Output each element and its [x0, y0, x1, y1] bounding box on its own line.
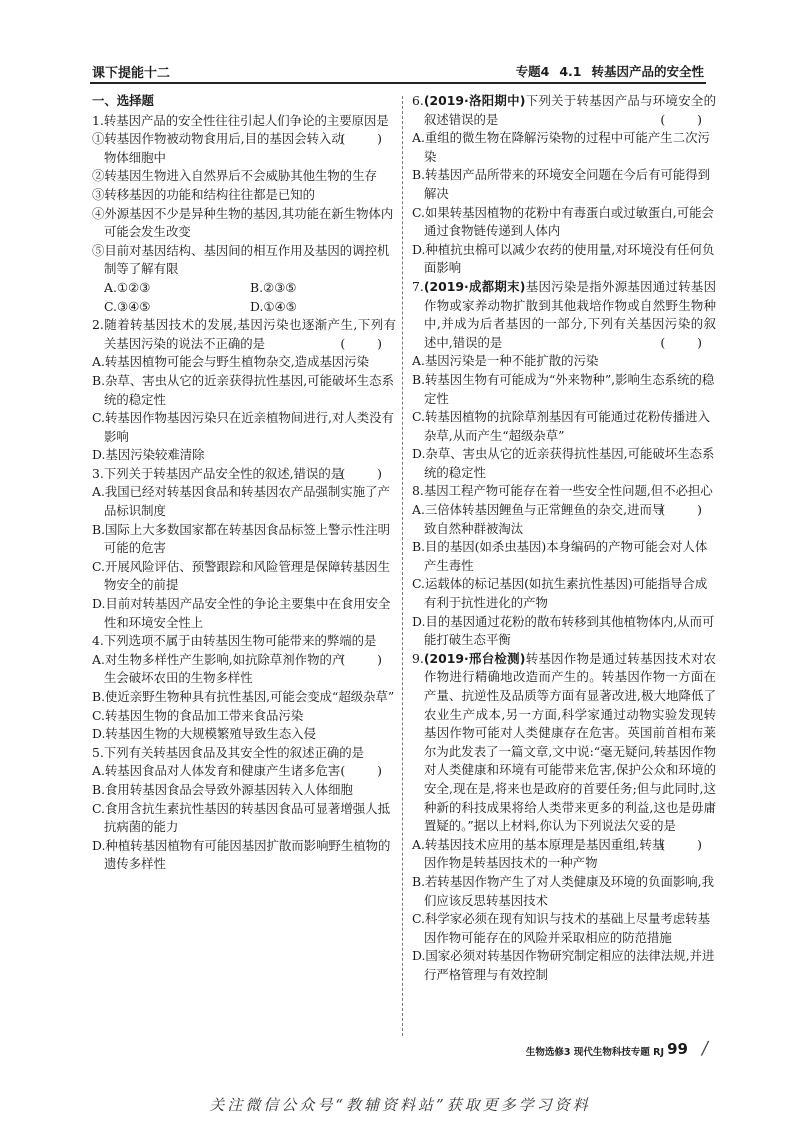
option-a: A.三倍体转基因鲤鱼与正常鲤鱼的杂交,进而导致自然种群被淘汰: [412, 502, 665, 536]
option-a: A.基因污染是一种不能扩散的污染: [412, 353, 599, 369]
option-a: A.转基因植物可能会与野生植物杂交,造成基因污染: [92, 354, 370, 370]
option-d: D.目的基因通过花粉的散布转移到其他植物体内,从而可能打破生态平衡: [412, 613, 715, 648]
option-c: C.③④⑤: [104, 298, 151, 314]
question-stem: 6.(2019·洛阳期中)下列关于转基因产品与环境安全的叙述错误的是 ( ): [412, 92, 716, 129]
option-c: C.食用含抗生素抗性基因的转基因食品可显著增强人抵抗病菌的能力: [92, 800, 390, 835]
answer-paren: ( ): [340, 763, 396, 779]
question-1: [92, 112, 396, 317]
answer-paren: ( ): [660, 334, 716, 350]
topic-label: 专题4: [515, 64, 550, 79]
option-b: B.目的基因(如杀虫基因)本身编码的产物可能会对人体产生毒性: [412, 539, 708, 573]
option-c: C.运载体的标记基因(如抗生素抗性基因)可能指导合成有利于抗性进化的产物: [412, 576, 708, 611]
topic-heading: [516, 62, 704, 80]
question-stem: 3.下列关于转基因产品安全性的叙述,错误的是 ( ): [92, 465, 396, 484]
question-8: [412, 482, 716, 649]
question-3: [92, 465, 396, 632]
option-d: D.种植抗虫棉可以减少农药的使用量,对环境没有任何负面影响: [412, 241, 715, 276]
page-header: [0, 60, 800, 86]
left-column: [92, 92, 396, 874]
right-column: [412, 92, 716, 985]
option-d: D.基因污染较难清除: [92, 447, 205, 463]
statement-item: ⑤目前对基因结构、基因间的相互作用及基因的调控机制等了解有限: [92, 242, 390, 277]
question-stem: 5.下列有关转基因食品及其安全性的叙述正确的是 ( ): [92, 744, 396, 763]
question-2: [92, 316, 396, 465]
book-label: 生物选修3 现代生物科技专题 RJ: [525, 1047, 664, 1058]
answer-paren: ( ): [340, 651, 396, 667]
option-b: B.若转基因作物产生了对人类健康及环境的负面影响,我们应该反思转基因技术: [412, 873, 714, 908]
option-b: B.国际上大多数国家都在转基因食品标签上警示性注明可能的危害: [92, 521, 391, 556]
answer-paren: ( ): [340, 335, 396, 351]
option-d: D.①④⑤: [250, 298, 297, 314]
section-heading: 一、选择题: [92, 93, 154, 108]
statement-item: ②转基因生物进入自然界后不会威胁其他生物的生存: [92, 168, 377, 184]
statement-item: ③转移基因的功能和结构往往都是已知的: [92, 186, 316, 202]
question-stem: 4.下列选项不属于由转基因生物可能带来的弊端的是 ( ): [92, 632, 396, 651]
option-b: B.杂草、害虫从它的近亲获得抗性基因,可能破坏生态系统的稳定性: [92, 372, 394, 407]
section-title: 转基因产品的安全性: [591, 64, 704, 79]
question-stem: 2.随着转基因技术的发展,基因污染也逐渐产生,下列有关基因污染的说法不正确的是 ( ): [92, 316, 396, 353]
question-7: [412, 278, 716, 483]
option-d: D.种植转基因植物有可能因基因扩散而影响野生植物的遗传多样性: [92, 837, 391, 872]
question-6: [412, 92, 716, 278]
option-b: B.②③⑤: [250, 279, 297, 295]
option-d: D.杂草、害虫从它的近亲获得抗性基因,可能破坏生态系统的稳定性: [412, 446, 715, 480]
option-a: A.重组的微生物在降解污染物的过程中可能产生二次污染: [412, 130, 710, 164]
question-9: [412, 650, 716, 985]
option-d: D.目前对转基因产品安全性的争论主要集中在食用安全性和环境安全性上: [92, 596, 391, 630]
page-title: 课下提能十二: [92, 66, 171, 81]
option-c: C.科学家必须在现有知识与技术的基础上尽量考虑转基因作物可能存在的风险并采取相应的防范措施: [412, 911, 710, 945]
page-footer: [0, 1040, 800, 1062]
option-a: A.对生物多样性产生影响,如抗除草剂作物的产生会破坏农田的生物多样性: [92, 651, 345, 686]
column-divider: [402, 96, 403, 1036]
option-c: C.转基因植物的抗除草剂基因有可能通过花粉传播进入杂草,从而产生“超级杂草”: [412, 409, 710, 443]
option-c: C.开展风险评估、预警跟踪和风险管理是保障转基因生物安全的前提: [92, 558, 390, 593]
option-a: A.①②③: [104, 279, 151, 295]
option-b: B.使近亲野生物种具有抗性基因,可能会变成“超级杂草”: [92, 689, 395, 704]
page-number: 99: [667, 1040, 688, 1058]
answer-paren: ( ): [660, 111, 716, 127]
option-grid: [92, 279, 396, 316]
option-c: C.转基因生物的食品加工带来食品污染: [92, 707, 304, 723]
option-a: A.我国已经对转基因食品和转基因农产品强制实施了产品标识制度: [92, 484, 390, 519]
source-tag: (2019·成都期末): [423, 278, 526, 294]
promo-note: 关注微信公众号“教辅资料站”获取更多学习资料: [209, 1096, 591, 1114]
statement-item: ①转基因作物被动物食用后,目的基因会转入动物体细胞中: [92, 131, 344, 165]
answer-paren: ( ): [660, 502, 716, 518]
header-divider: [90, 82, 706, 84]
section-number: 4.1: [559, 64, 582, 79]
footer-slash-mark: /: [700, 1038, 710, 1059]
question-stem: 9.(2019·邢台检测)转基因作物是通过转基因技术对农作物进行精确地改造而产生的。转基因作物一方面在产量、抗逆性及品质等方面有显著改进,极大地降低了农业生产成本,另一方面,科学家通过动物实验发现转基因作物可能对人类健康存在危害。英国前首相布莱尔为此发表了一篇文章,文中说:“毫无疑问,转基因作物对人类健康和环境有可能带来危害,保护公众和环境的安全,现在是,将来也是政府的首要任务;但与此同时,这种新的科技成果将给人类带来更多的利益,这也是毋庸置疑的。”据以上材料,你认为下列说法欠妥的是 ( ): [412, 650, 716, 836]
question-5: [92, 744, 396, 874]
answer-paren: ( ): [340, 465, 396, 481]
option-c: C.如果转基因植物的花粉中有毒蛋白或过敏蛋白,可能会通过食物链传递到人体内: [412, 204, 714, 239]
option-a: A.转基因食品对人体发育和健康产生诸多危害: [92, 763, 341, 779]
option-a: A.转基因技术应用的基本原理是基因重组,转基因作物是转基因技术的一种产物: [412, 836, 665, 871]
answer-paren: ( ): [340, 131, 396, 147]
option-b: B.食用转基因食品会导致外源基因转入人体细胞: [92, 781, 353, 797]
option-b: B.转基因生物有可能成为“外来物种”,影响生态系统的稳定性: [412, 371, 715, 406]
answer-paren: ( ): [660, 836, 716, 852]
statement-item: ④外源基因不少是异种生物的基因,其功能在新生物体内可能会发生改变: [92, 205, 394, 240]
question-4: [92, 632, 396, 744]
option-c: C.转基因作物基因污染只在近亲植物间进行,对人类没有影响: [92, 410, 394, 444]
option-b: B.转基因产品所带来的环境安全问题在今后有可能得到解决: [412, 167, 711, 201]
option-d: D.国家必须对转基因作物研究制定相应的法律法规,并进行严格管理与有效控制: [412, 948, 715, 982]
option-d: D.转基因生物的大规模繁殖导致生态入侵: [92, 726, 317, 742]
question-stem: 1.转基因产品的安全性往往引起人们争论的主要原因是 ( ): [92, 112, 396, 131]
question-stem: 7.(2019·成都期末)基因污染是指外源基因通过转基因作物或家养动物扩散到其他栽培作物或自然野生物种中,并成为后者基因的一部分,下列有关基因污染的叙述中,错误的是 ( ): [412, 278, 716, 352]
question-stem: 8.基因工程产物可能存在着一些安全性问题,但不必担心 ( ): [412, 482, 716, 501]
source-tag: (2019·邢台检测): [423, 650, 526, 666]
source-tag: (2019·洛阳期中): [423, 93, 526, 108]
